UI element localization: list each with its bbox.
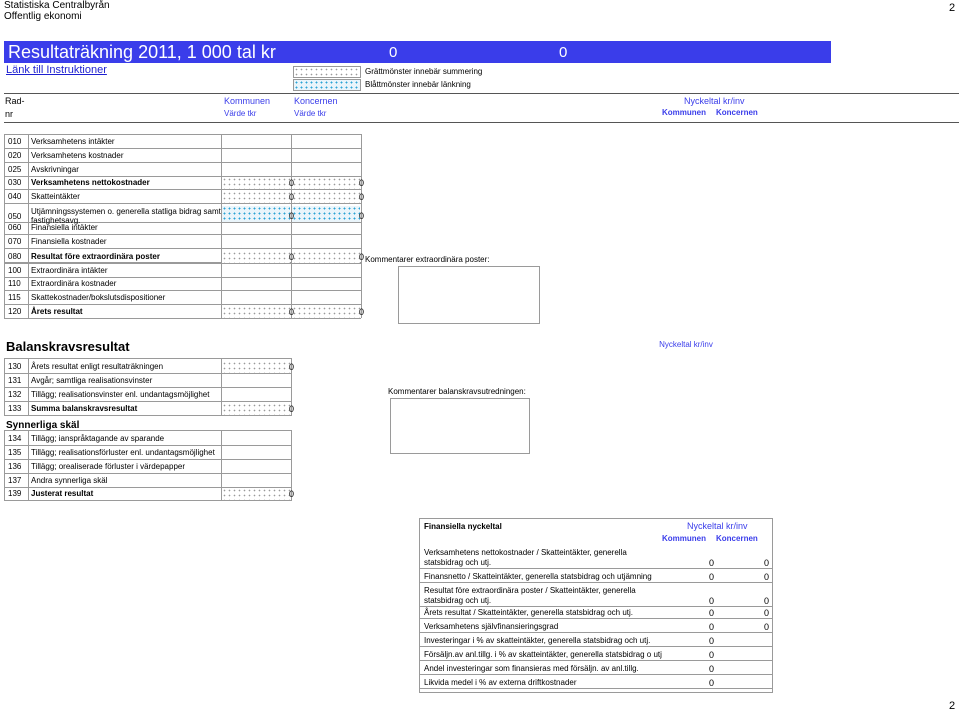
row-label: Skattekostnader/bokslutsdispositioner: [31, 293, 166, 302]
fin-kommunen-value: 0: [708, 650, 714, 660]
row-number: 135: [8, 448, 22, 457]
row-rule: [4, 387, 291, 388]
row-number: 130: [8, 362, 22, 371]
fin-kommunen-value: 0: [708, 558, 714, 568]
legend-grey-text: Grättmönster innebär summering: [365, 67, 483, 76]
row-label: Årets resultat enligt resultaträkningen: [31, 362, 164, 371]
comments-balans-box[interactable]: [390, 398, 530, 454]
row-label: Resultat före extraordinära poster: [31, 252, 160, 261]
row-label: Utjämningssystemen o. generella statliga bidrag samt fastighetsavg.: [31, 207, 221, 225]
row-label: Finansiella kostnader: [31, 237, 107, 246]
doc-subtitle: Offentlig ekonomi: [4, 11, 82, 22]
fin-row-rule: [420, 568, 772, 569]
row-value: 0: [288, 489, 294, 499]
finansiella-kommunen: Kommunen: [662, 534, 706, 543]
row-label: Tillägg; orealiserade förluster i värdepapper: [31, 462, 186, 471]
row-label: Summa balanskravsresultat: [31, 404, 138, 413]
col-varde-koncernen: Värde tkr: [294, 109, 327, 118]
fin-row-label: Årets resultat / Skatteintäkter, generella statsbidrag och utj.: [424, 608, 633, 617]
grid-vline: [28, 430, 29, 501]
row-number: 137: [8, 476, 22, 485]
header-top-rule: [4, 93, 959, 94]
row-number: 080: [8, 252, 22, 261]
grid-hline: [4, 358, 291, 359]
grey-pattern-swatch: [293, 66, 361, 78]
fin-row-label: Verksamhetens självfinansieringsgrad: [424, 622, 559, 631]
grid-vline: [28, 189, 29, 248]
fin-row-label-2: statsbidrag och utj.: [424, 558, 492, 567]
col-kommunen: Kommunen: [224, 96, 271, 106]
synnerliga-title: Synnerliga skäl: [6, 420, 80, 431]
fin-kommunen-value: 0: [708, 678, 714, 688]
row-value: 0: [288, 362, 294, 372]
row-label: Skatteintäkter: [31, 192, 80, 201]
fin-kommunen-value: 0: [708, 596, 714, 606]
fin-koncernen-value: 0: [763, 596, 769, 606]
row-label: Avgår; samtliga realisationsvinster: [31, 376, 153, 385]
fin-row-label: Finansnetto / Skatteintäkter, generella statsbidrag och utjämning: [424, 572, 652, 581]
row-label: Verksamhetens nettokostnader: [31, 178, 150, 187]
fin-row-rule: [420, 646, 772, 647]
row-label: Avskrivningar: [31, 165, 79, 174]
banner-value-1: 0: [389, 44, 398, 61]
fin-row-rule: [420, 688, 772, 689]
col-rad: Rad-: [5, 96, 25, 106]
grid-hline: [4, 430, 291, 431]
row-rule: [4, 189, 361, 190]
grid-vline: [28, 248, 29, 262]
row-rule: [4, 277, 361, 278]
row-number: 100: [8, 266, 22, 275]
row-number: 139: [8, 489, 22, 498]
row-number: 132: [8, 390, 22, 399]
fin-row-label: Försäljn.av anl.tillg. i % av skatteintäkter, generella statsbidrag o utj: [424, 650, 662, 659]
koncernen-value: 0: [358, 192, 364, 202]
row-label: Andra synnerliga skäl: [31, 476, 108, 485]
grid-vline: [4, 248, 5, 262]
col-nr: nr: [5, 109, 14, 119]
row-number: 115: [8, 293, 21, 302]
row-rule: [4, 445, 291, 446]
row-rule: [4, 203, 361, 204]
row-label: Tillägg; realisationsvinster enl. undantagsmöjlighet: [31, 390, 210, 399]
koncernen-value: 0: [358, 307, 364, 317]
row-number: 134: [8, 434, 22, 443]
row-label: Tillägg; ianspråktagande av sparande: [31, 434, 165, 443]
row-label: Verksamhetens intäkter: [31, 137, 115, 146]
fin-kommunen-value: 0: [708, 636, 714, 646]
row-rule: [4, 473, 291, 474]
col-nyckeltal: Nyckeltal kr/inv: [684, 96, 745, 106]
row-rule: [4, 290, 361, 291]
comments-balans-label: Kommentarer balanskravsutredningen:: [388, 387, 526, 396]
page-title: Resultaträkning 2011, 1 000 tal kr: [8, 42, 276, 62]
row-rule: [4, 415, 291, 416]
row-rule: [4, 162, 361, 163]
row-rule: [4, 459, 291, 460]
row-rule: [4, 148, 361, 149]
header-bottom-rule: [4, 122, 959, 123]
fin-row-label: Andel investeringar som finansieras med försäljn. av anl.tillg.: [424, 664, 639, 673]
row-number: 060: [8, 223, 22, 232]
kommunen-value: 0: [288, 192, 294, 202]
row-label: Extraordinära intäkter: [31, 266, 108, 275]
fin-row-rule: [420, 674, 772, 675]
page-number-bottom: 2: [949, 700, 956, 712]
row-number: 020: [8, 151, 22, 160]
kommunen-value: 0: [288, 178, 294, 188]
col-nyk-kommunen: Kommunen: [662, 108, 706, 117]
kommunen-value: 0: [288, 252, 294, 262]
row-label: Justerat resultat: [31, 489, 94, 498]
fin-row-rule: [420, 660, 772, 661]
row-rule: [4, 234, 361, 235]
balans-title: Balanskravsresultat: [6, 339, 130, 354]
koncernen-value: 0: [358, 211, 364, 221]
fin-kommunen-value: 0: [708, 608, 714, 618]
row-rule: [4, 500, 291, 501]
col-varde-kommunen: Värde tkr: [224, 109, 257, 118]
row-rule: [4, 304, 361, 305]
fin-koncernen-value: 0: [763, 558, 769, 568]
row-number: 120: [8, 307, 22, 316]
col-koncernen: Koncernen: [294, 96, 338, 106]
row-number: 050: [8, 212, 22, 221]
grid-vline: [4, 430, 5, 501]
banner-value-2: 0: [559, 44, 568, 61]
balans-nyckeltal: Nyckeltal kr/inv: [659, 340, 713, 349]
col-nyk-koncernen: Koncernen: [716, 108, 758, 117]
row-value: 0: [288, 404, 294, 414]
row-label: Tillägg; realisationsförluster enl. undantagsmöjlighet: [31, 448, 215, 457]
grid-hline: [4, 134, 361, 135]
fin-kommunen-value: 0: [708, 572, 714, 582]
row-rule: [4, 248, 361, 249]
row-number: 070: [8, 237, 22, 246]
row-number: 136: [8, 462, 22, 471]
comments-extra-box[interactable]: [398, 266, 540, 324]
row-number: 131: [8, 376, 22, 385]
fin-row-label: Likvida medel i % av externa driftkostnader: [424, 678, 577, 687]
fin-koncernen-value: 0: [763, 622, 769, 632]
finansiella-koncernen: Koncernen: [716, 534, 758, 543]
fin-row-rule: [420, 632, 772, 633]
fin-row-label: Resultat före extraordinära poster / Skatteintäkter, generella: [424, 586, 636, 595]
row-label: Extraordinära kostnader: [31, 279, 117, 288]
instructions-link[interactable]: Länk till Instruktioner: [6, 64, 107, 76]
row-number: 010: [8, 137, 22, 146]
fin-row-label-2: statsbidrag och utj.: [424, 596, 492, 605]
koncernen-value: 0: [358, 252, 364, 262]
kommunen-value: 0: [288, 307, 294, 317]
fin-row-label: Verksamhetens nettokostnader / Skatteintäkter, generella: [424, 548, 627, 557]
title-banner: [4, 41, 831, 63]
row-rule: [4, 401, 291, 402]
fin-kommunen-value: 0: [708, 664, 714, 674]
finansiella-nyckeltal: Nyckeltal kr/inv: [687, 521, 748, 531]
fin-row-label: Investeringar i % av skatteintäkter, generella statsbidrag och utj.: [424, 636, 651, 645]
row-number: 025: [8, 165, 22, 174]
row-number: 030: [8, 178, 22, 187]
fin-row-rule: [420, 582, 772, 583]
fin-kommunen-value: 0: [708, 622, 714, 632]
grid-vline: [4, 189, 5, 248]
koncernen-value: 0: [358, 178, 364, 188]
legend-blue-text: Blåttmönster innebär länkning: [365, 80, 471, 89]
kommunen-value: 0: [288, 211, 294, 221]
org-name: Statistiska Centralbyrån: [4, 0, 110, 11]
comments-extra-label: Kommentarer extraordinära poster:: [365, 255, 490, 264]
row-rule: [4, 373, 291, 374]
row-rule: [4, 263, 361, 264]
page-number-top: 2: [949, 2, 956, 14]
fin-row-rule: [420, 606, 772, 607]
fin-row-rule: [420, 618, 772, 619]
row-label: Årets resultat: [31, 307, 83, 316]
row-rule: [4, 318, 361, 319]
fin-koncernen-value: 0: [763, 608, 769, 618]
row-number: 110: [8, 279, 21, 288]
row-label: Finansiella intäkter: [31, 223, 98, 232]
row-number: 133: [8, 404, 22, 413]
fin-koncernen-value: 0: [763, 572, 769, 582]
row-number: 040: [8, 192, 22, 201]
finansiella-title: Finansiella nyckeltal: [424, 522, 502, 531]
blue-pattern-swatch: [293, 79, 361, 91]
row-label: Verksamhetens kostnader: [31, 151, 124, 160]
